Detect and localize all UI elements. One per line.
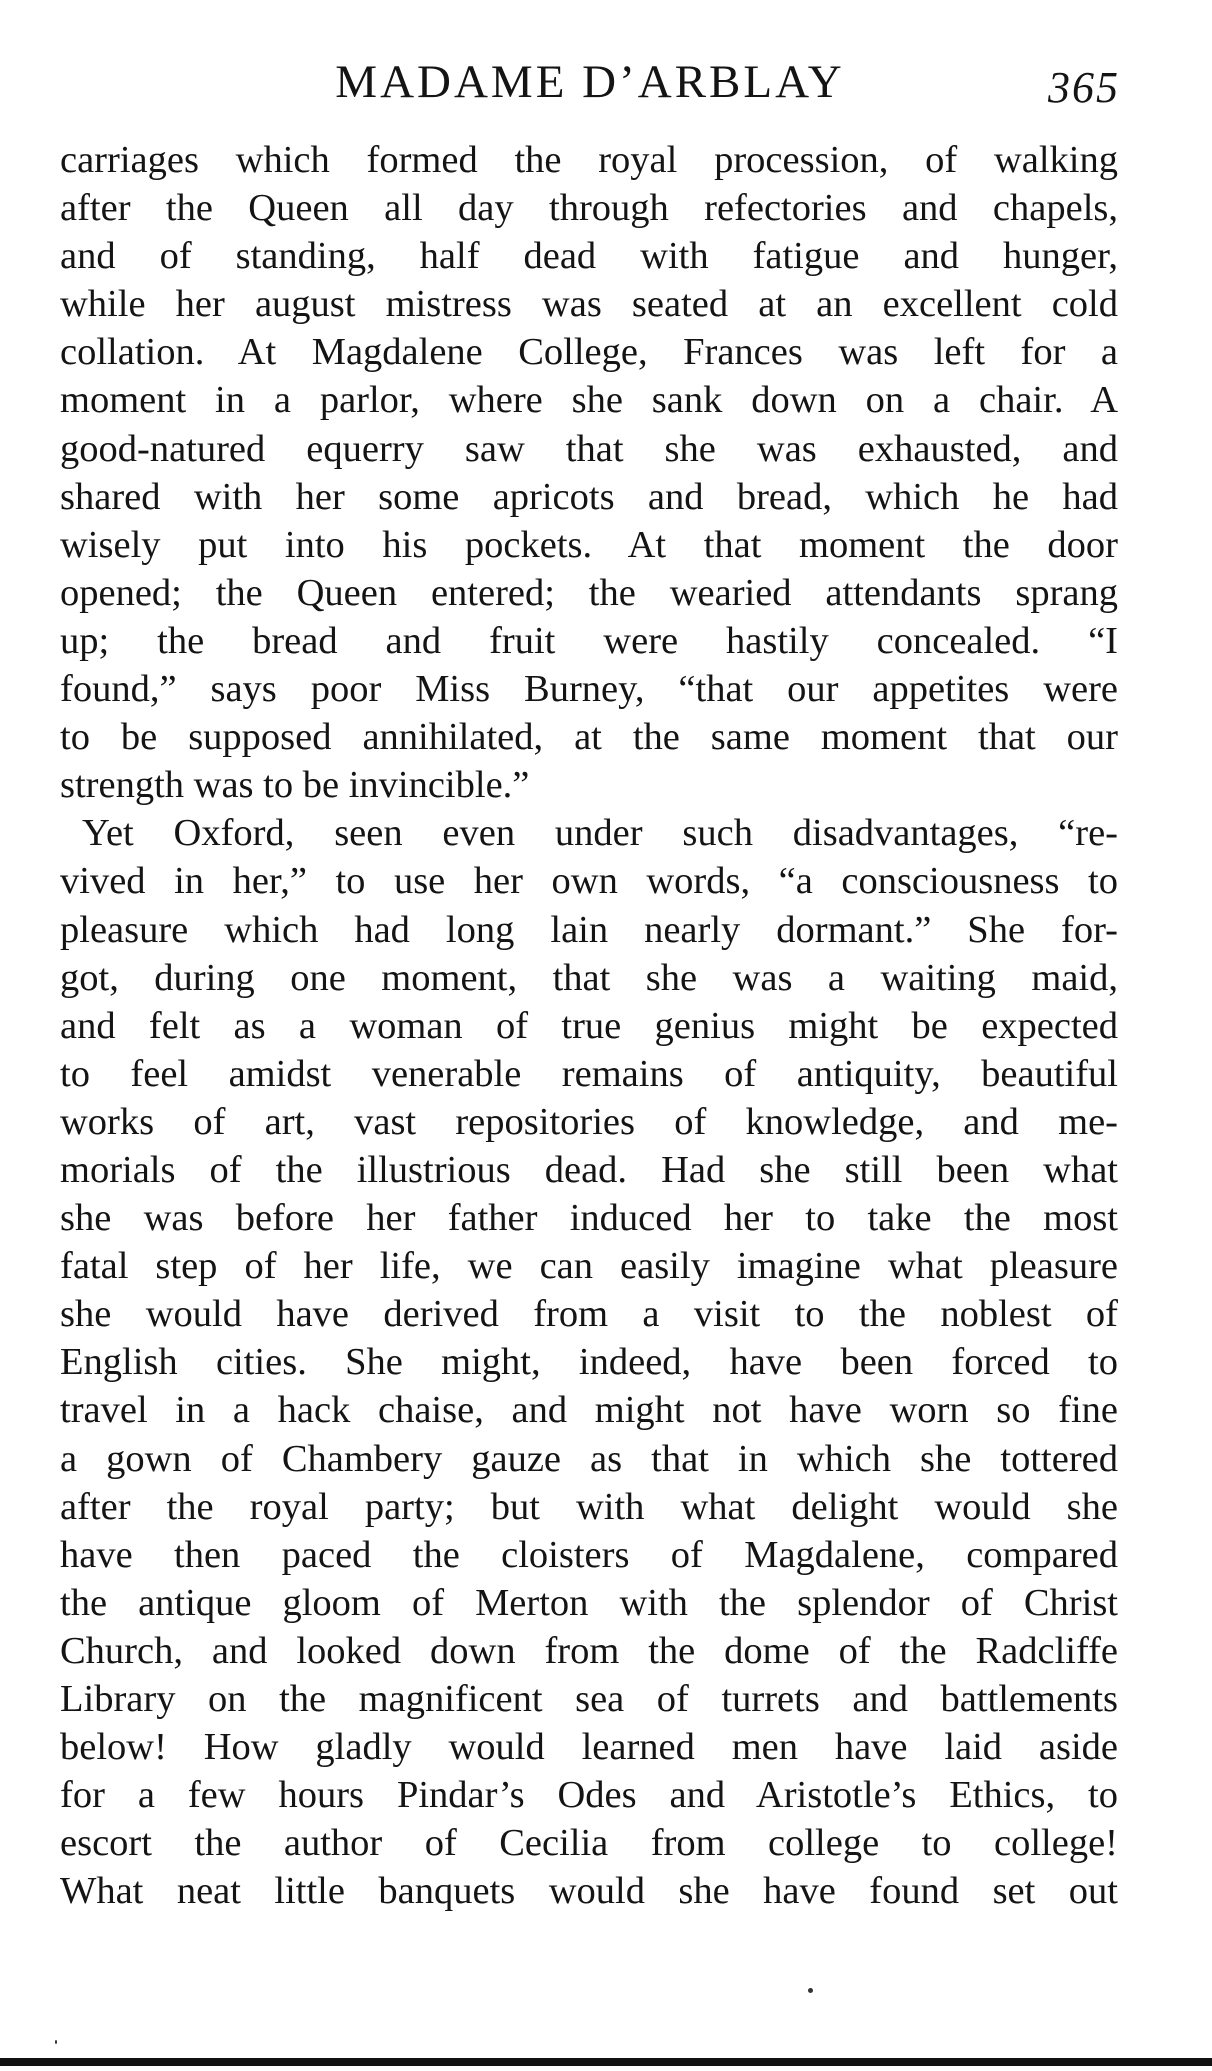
text-line: works of art, vast repositories of knowledge, and me- (60, 1100, 1118, 1143)
text-line: for a few hours Pindar’s Odes and Aristotle’s Ethics, to (60, 1774, 1118, 1817)
text-line: good-natured equerry saw that she was exhausted, and (60, 427, 1118, 470)
text-line: found,” says poor Miss Burney, “that our appetites were (60, 668, 1118, 711)
text-line: got, during one moment, that she was a waiting maid, (60, 956, 1118, 999)
text-line: to feel amidst venerable remains of antiquity, beautiful (60, 1052, 1118, 1095)
text-line: escort the author of Cecilia from college to college! (60, 1822, 1118, 1865)
page-bottom-edge (0, 2058, 1212, 2066)
print-speck (808, 1988, 813, 1993)
page-number: 365 (1048, 63, 1120, 112)
text-line: she was before her father induced her to take the most (60, 1197, 1118, 1240)
text-line: to be supposed annihilated, at the same moment that our (60, 716, 1118, 759)
text-line: opened; the Queen entered; the wearied attendants sprang (60, 571, 1118, 614)
text-line: the antique gloom of Merton with the splendor of Christ (60, 1581, 1118, 1624)
text-line: moment in a parlor, where she sank down on a chair. A (60, 379, 1118, 422)
text-line: travel in a hack chaise, and might not have worn so fine (60, 1389, 1118, 1432)
text-line: strength was to be invincible.” (60, 764, 530, 807)
text-line: Church, and looked down from the dome of the Radcliffe (60, 1629, 1118, 1672)
text-line: shared with her some apricots and bread, which he had (60, 475, 1118, 518)
text-line: carriages which formed the royal procession, of walking (60, 139, 1118, 181)
text-line: a gown of Chambery gauze as that in which she tottered (60, 1437, 1118, 1480)
text-line: after the Queen all day through refectories and chapels, (60, 187, 1118, 230)
text-line: collation. At Magdalene College, Frances was left for a (60, 331, 1118, 374)
text-line: wisely put into his pockets. At that moment the door (60, 523, 1118, 566)
body-text (60, 136, 1118, 1915)
text-line: and felt as a woman of true genius might be expected (60, 1004, 1118, 1047)
text-line: English cities. She might, indeed, have been forced to (60, 1341, 1118, 1384)
chapter-title: MADAME D’ARBLAY (335, 56, 845, 108)
text-line: up; the bread and fruit were hastily concealed. “I (60, 619, 1118, 662)
text-line: What neat little banquets would she have found set out (60, 1870, 1118, 1913)
text-line: vived in her,” to use her own words, “a consciousness to (60, 860, 1118, 903)
text-line: and of standing, half dead with fatigue and hunger, (60, 235, 1118, 278)
text-line: fatal step of her life, we can easily imagine what pleasure (60, 1245, 1118, 1288)
running-head (60, 52, 1120, 112)
text-line: morials of the illustrious dead. Had she still been what (60, 1148, 1118, 1191)
text-line: pleasure which had long lain nearly dormant.” She for- (60, 908, 1118, 951)
print-speck (55, 2040, 57, 2044)
text-line: below! How gladly would learned men have laid aside (60, 1726, 1118, 1769)
text-line: have then paced the cloisters of Magdalene, compared (60, 1533, 1118, 1576)
text-line: Yet Oxford, seen even under such disadvantages, “re- (82, 812, 1118, 855)
text-line: while her august mistress was seated at an excellent cold (60, 283, 1118, 326)
text-line: after the royal party; but with what delight would she (60, 1485, 1118, 1528)
text-line: Library on the magnificent sea of turrets and battlements (60, 1678, 1118, 1720)
text-line: she would have derived from a visit to the noblest of (60, 1293, 1118, 1336)
